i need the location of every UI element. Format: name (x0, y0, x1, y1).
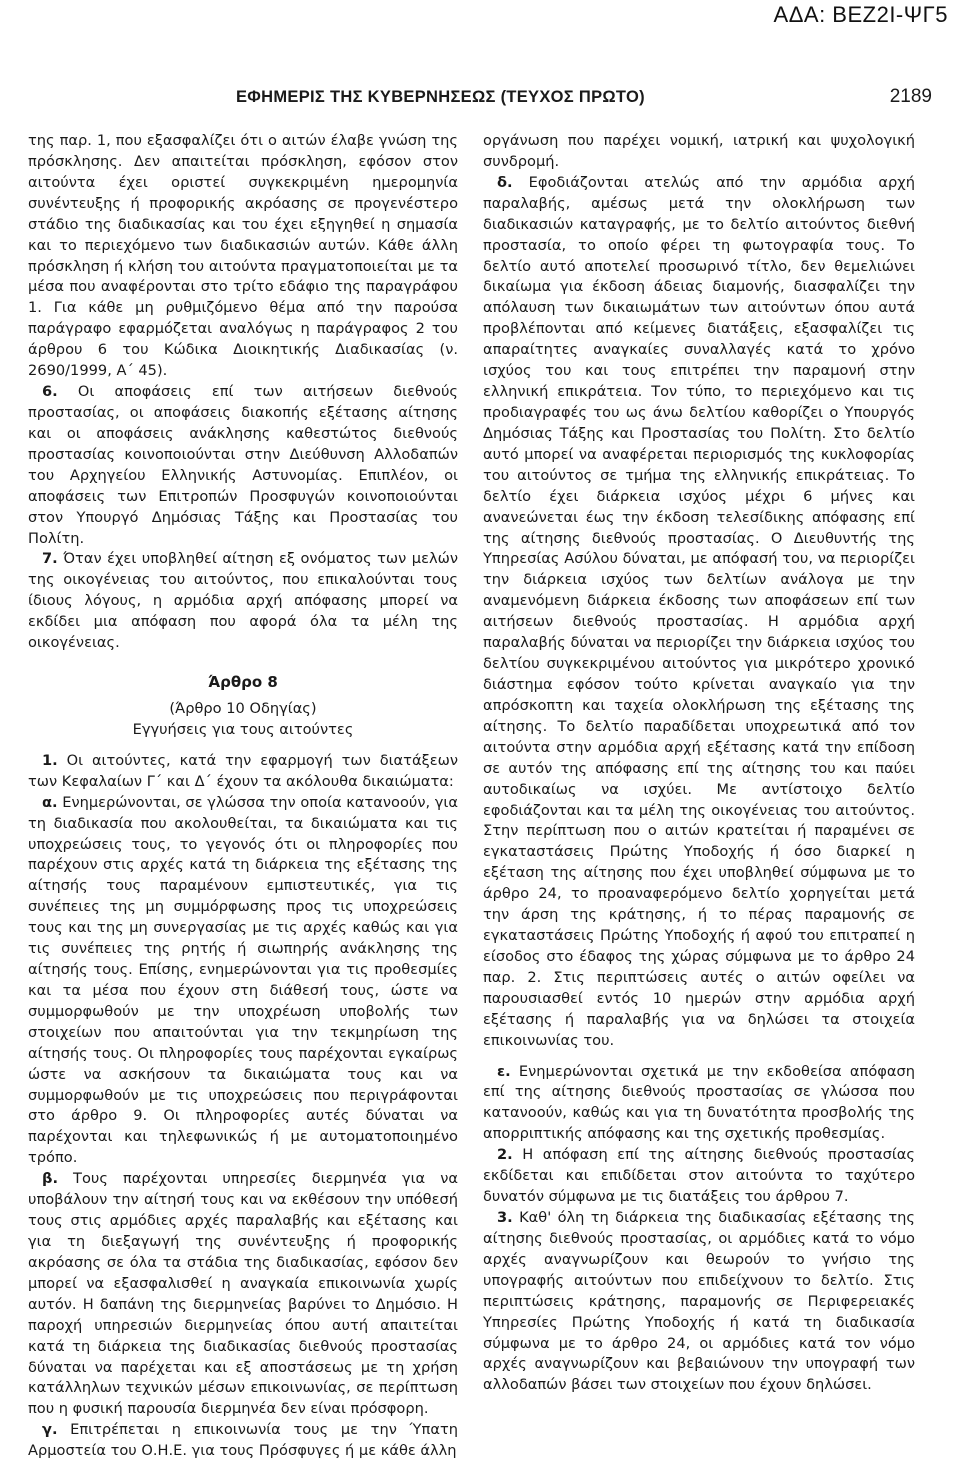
item-text: Ενημερώνονται σχετικά με την εκδοθείσα απόφαση επί της αίτησης διεθνούς προστασίας σε γλώσσα που κατανοούν, καθώς και για τη δυνατότητα προσβολής της απορριπτικής απόφασης και της σχετικής προθεσμίας. (483, 1062, 915, 1143)
item-letter: β. (42, 1170, 58, 1188)
item-alpha (28, 793, 458, 1170)
article-paragraph-3 (483, 1208, 915, 1396)
article-directive-ref: (Άρθρο 10 Οδηγίας) (169, 699, 317, 717)
item-letter: δ. (497, 173, 513, 191)
paragraph-number: 6. (42, 383, 58, 401)
item-gamma (28, 1420, 458, 1462)
item-letter: α. (42, 793, 58, 811)
item-letter: ε. (497, 1062, 511, 1080)
page-header (236, 88, 932, 112)
article-heading: Εγγυήσεις για τους αιτούντες (132, 720, 354, 738)
paragraph-number: 3. (497, 1209, 513, 1227)
article-title: Άρθρο 8 (208, 673, 278, 692)
page-number: 2189 (889, 86, 932, 107)
paragraph-6 (28, 382, 458, 549)
paragraph-7 (28, 549, 458, 654)
paragraph-continuation: οργάνωση που παρέχει νομική, ιατρική και ψυχολογική συνδρομή. (483, 132, 915, 170)
paragraph-number: 2. (497, 1146, 513, 1164)
paragraph-text: Οι αποφάσεις επί των αιτήσεων διεθνούς προστασίας, οι αποφάσεις διακοπής εξέτασης αίτησης και οι αποφάσεις ανάκλησης καθεστώτος διεθνούς προστασίας κοινοποιούνται στην Διεύθυνση Αλλοδαπών του Αρχηγείου Ελληνικής Αστυνομίας. Επιπλέον, οι αποφάσεις των Επιτροπών Προσφυγών κοινοποιούνται στον Υπουργό Δημόσιας Τάξης και Προστασίας του Πολίτη. (28, 383, 458, 547)
item-beta (28, 1169, 458, 1420)
item-text: Ενημερώνονται, σε γλώσσα την οποία κατανοούν, για τη διαδικασία που ακολουθείται, τα δικαιώματα και τις υποχρεώσεις τους, το γεγονός ότι οι πληροφορίες που παρέχουν στις αρχές κατά τη διάρκεια της εξέτασης της αίτησής τους παραμένουν εμπιστευτικές, για τις συνέπειες της μη συμμόρφωσης προς τις υποχρεώσεις τους και της μη συνεργασίας με τις αρχές καθώς και για τις συνέπειες της ρητής ή σιωπηρής ανάκλησης της αίτησής τους. Επίσης, ενημερώνονται για τις προθεσμίες και τα μέσα που έχουν στη διάθεσή τους, ώστε να συμμορφωθούν με την υποχρέωση υποβολής των στοιχείων που απαιτούνται για την τεκμηρίωση της αίτησής τους. Οι πληροφορίες τους παρέχονται εγκαίρως ώστε να ασκήσουν τα δικαιώματα τους και να συμμορφωθούν με τις υποχρεώσεις που περιγράφονται στο άρθρο 9. Οι πληροφορίες αυτές δύναται να παρέχονται και τηλεφωνικώς ή με αυτοματοποιημένο τρόπο. (28, 793, 458, 1167)
article-paragraph-2 (483, 1145, 915, 1208)
item-text: Επιτρέπεται η επικοινωνία τους με την Ύπατη Αρμοστεία του Ο.Η.Ε. για τους Πρόσφυγες ή με κάθε άλλη (28, 1421, 458, 1460)
paragraph-text: Οι αιτούντες, κατά την εφαρμογή των διατάξεων των Κεφαλαίων Γ΄ και Δ΄ έχουν τα ακόλουθα δικαιώματα: (28, 751, 458, 790)
item-delta (483, 173, 915, 1052)
item-epsilon (483, 1062, 915, 1146)
paragraph-text: Η απόφαση επί της αίτησης διεθνούς προστασίας εκδίδεται και επιδίδεται στον αιτούντα το ταχύτερο δυνατόν σύμφωνα με τις διατάξεις του άρθρου 7. (483, 1146, 915, 1206)
item-text: Εφοδιάζονται ατελώς από την αρμόδια αρχή παραλαβής, αμέσως μετά την ολοκλήρωση των διαδικασιών καταγραφής, με το δελτίο αιτούντος διεθνή προστασία, το οποίο φέρει τη φωτογραφία τους. Το δελτίο αυτό αποτελεί προσωρινό τίτλο, δεν θεμελιώνει δικαίωμα για έκδοση άδειας διαμονής, διασφαλίζει την απόλαυση των δικαιωμάτων των αιτούντων όπου αυτά προβλέπονται από κείμενες διατάξεις, εξασφαλίζει τις απαραίτητες αναγκαίες συναλλαγές κατά το χρόνο ισχύος του και τους επιτρέπει την παραμονή στην ελληνική επικράτεια. Τον τύπο, το περιεχόμενο και τις προδιαγραφές του ως άνω δελτίου καθορίζει ο Υπουργός Δημόσιας Τάξης και Προστασίας του Πολίτη. Στο δελτίο αυτό μπορεί να αναφέρεται περιορισμός της κυκλοφορίας του αιτούντος σε τμήμα της ελληνικής επικράτειας. Το δελτίο έχει διάρκεια ισχύος μέχρι 6 μήνες και ανανεώνεται έως την έκδοση τελεσίδικης απόφασης επί της αίτησης διεθνούς προστασίας. Ο Διευθυντής της Υπηρεσίας Ασύλου δύναται, με απόφασή του, να περιορίζει την διάρκεια ισχύος των δελτίων ανάλογα με την αναμενόμενη διάρκεια έκδοσης των αποφάσεων επί των αιτήσεων διεθνούς προστασίας. Η αρμόδια αρχή παραλαβής δύναται να περιορίζει την διάρκεια ισχύος του δελτίου συγκεκριμένου αιτούντος για μικρότερο χρονικό διάστημα εφόσον τούτο κρίνεται αναγκαίο για την απρόσκοπτη και ταχεία ολοκλήρωση της εξέτασης της αίτησης. Το δελτίο παραδίδεται υποχρεωτικά από τον αιτούντα στην αρμόδια αρχή εξέτασης κατά την επίδοση σε αυτόν της απόφασης επί της αίτησης του και παύει αυτοδικαίως να ισχύει. Με αντίστοιχο δελτίο εφοδιάζονται και τα μέλη της οικογένειας του αιτούντος. Στην περίπτωση που ο αιτών κρατείται ή παραμένει σε εγκαταστάσεις Πρώτης Υποδοχής ή όσο διαρκεί η εξέταση της αίτησης που έχει υποβληθεί σύμφωνα με το άρθρο 24, το προαναφερόμενο δελτίο χορηγείται μετά την άρση της κράτησης, ή το πέρας παραμονής σε εγκαταστάσεις Πρώτης Υποδοχής ή αφού του επιτραπεί η είσοδος στο έδαφος της χώρας σύμφωνα με το άρθρο 24 παρ. 2. Στις περιπτώσεις αυτές ο αιτών οφείλει να παρουσιασθεί εντός 10 ημερών στην αρμόδια αρχή εξέτασης ή παραλαβής για να δηλώσει τα στοιχεία επικοινωνίας του. (483, 173, 915, 1049)
paragraph-continuation: της παρ. 1, που εξασφαλίζει ότι ο αιτών έλαβε γνώση της πρόσκλησης. Δεν απαιτείται πρόσκληση, εφόσον στον αιτούντα έχει οριστεί συγκεκριμένη ημερομηνία συνέντευξης ή προφορικής ακρόασης σε προγενέστερο στάδιο της διαδικασίας και του έχει εξηγηθεί η σημασία και το περιεχόμενο των διαδικασιών αυτών. Κάθε άλλη πρόσκληση ή κλήση του αιτούντα πραγματοποιείται με τα μέσα που αναφέρονται στο τρίτο εδάφιο της παραγράφου 1. Για κάθε μη ρυθμιζόμενο θέμα από την παρούσα παράγραφο εφαρμόζεται αναλόγως η παράγραφος 2 του άρθρου 6 του Κώδικα Διοικητικής Διαδικασίας (ν. 2690/1999, Α΄ 45). (28, 132, 458, 380)
paragraph-number: 1. (42, 751, 58, 769)
paragraph-text: Καθ' όλη τη διάρκεια της διαδικασίας εξέτασης της αίτησης διεθνούς προστασίας, οι αρμόδιες κατά το νόμο αρχές αναγνωρίζουν και θεωρούν το γνήσιο της υπογραφής αιτούντων που επιδείχνουν το δελτίο. Στις περιπτώσεις κράτησης, παραμονής σε Περιφερειακές Υπηρεσίες Πρώτης Υποδοχής ή κατά τη διαδικασία σύμφωνα με το άρθρο 24, οι αρμόδιες κατά τον νόμο αρχές αναγνωρίζουν και βεβαιώνουν την υπογραφή των αλλοδαπών βάσει των στοιχείων που έχουν δηλώσει. (483, 1209, 915, 1394)
paragraph-text: Όταν έχει υποβληθεί αίτηση εξ ονόματος των μελών της οικογένειας του αιτούντος, που επικαλούνται τους ίδιους λόγους, η αρμόδια αρχή απόφασης μπορεί να εκδίδει μια απόφαση που αφορά όλα τα μέλη της οικογένειας. (28, 550, 458, 652)
item-letter: γ. (42, 1421, 58, 1439)
article-paragraph-1 (28, 751, 458, 793)
gazette-title: ΕΦΗΜΕΡΙΣ ΤΗΣ ΚΥΒΕΡΝΗΣΕΩΣ (ΤΕΥΧΟΣ ΠΡΩΤΟ) (236, 88, 645, 106)
item-text: Τους παρέχονται υπηρεσίες διερμηνέα για να υποβάλουν την αίτησή τους και να εκθέσουν την υπόθεσή τους στις αρμόδιες αρχές παραλαβής και εξέτασης και για τη διεξαγωγή της συνέντευξης ή προφορικής ακρόασης σε όλα τα στάδια της διαδικασίας, εφόσον δεν μπορεί να εξασφαλισθεί η αναγκαία επικοινωνία χωρίς αυτόν. Η δαπάνη της διερμηνείας βαρύνει το Δημόσιο. Η παροχή υπηρεσιών διερμηνείας όπου αυτή απαιτείται κατά τη διάρκεια της διαδικασίας διεθνούς προστασίας δύναται να παρέχεται και εξ αποστάσεως με τη χρήση κατάλληλων τεχνικών μέσων επικοινωνίας, σε περίπτωση που η φυσική παρουσία διερμηνέα δεν είναι πρόσφορη. (28, 1170, 458, 1418)
ada-code: ΑΔΑ: ΒΕΖ2Ι-ΨΓ5 (773, 2, 948, 27)
right-column (483, 131, 915, 1396)
paragraph-number: 7. (42, 550, 58, 568)
left-column (28, 131, 458, 1462)
